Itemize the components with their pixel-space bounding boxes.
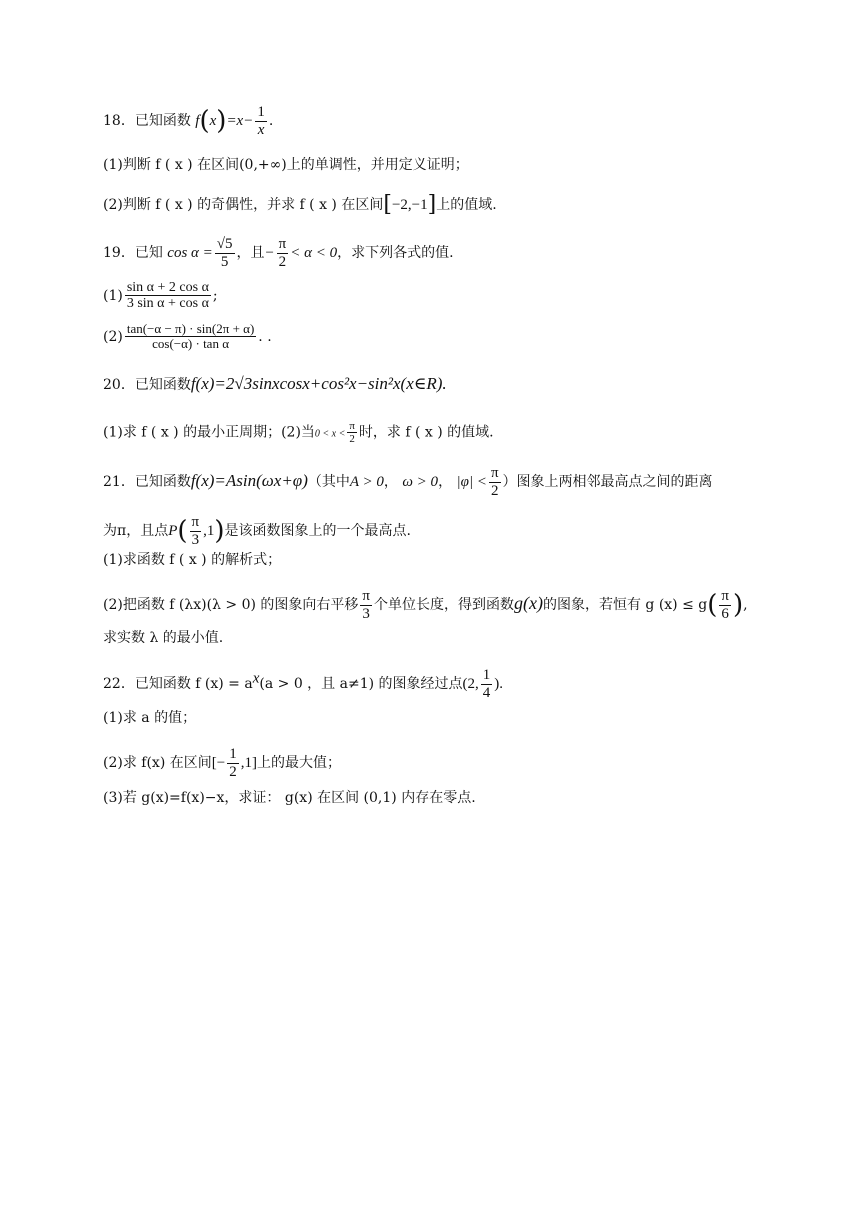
q18-fraction: $\frac{1}{x}$ (257, 104, 265, 138)
q19-sqrt5-fraction: $\frac{√5}{5}$ (216, 236, 233, 270)
q18-part1: (1)判断 f ( x ) 在区间(0,+∞)上的单调性，并用定义证明； (103, 157, 469, 173)
q22-stem: 22．已知函数 f $(x) = a^x(a > 0$ ，且 a≠1) 的图象经过点(2, $\frac{1}{4}$ ). (103, 667, 504, 701)
q20-parts: (1)求 f ( x ) 的最小正周期；(2)当0 < x < $\frac{\pi}{2}$ 时，求 f ( x ) 的值域. (103, 420, 494, 446)
q21-stem: 21．已知函数f(x)=Asin(ωx+φ)（其中A > 0， ω > 0， |φ| < $\frac{\pi}{2}$ ）图象上两相邻最高点之间的距离 (103, 465, 713, 499)
q20-stem: 20．已知函数f(x)=2√3sinxcosx+cos²x−sin²x(x∈R). (103, 374, 447, 393)
q18-part2: (2)判断 f ( x ) 的奇偶性，并求 f ( x ) 在区间[−2,−1]上的值域. (103, 192, 497, 217)
q22-part3: (3)若 g(x)=f(x)−x，求证： g(x) 在区间 (0,1) 内存在零点. (103, 790, 476, 806)
q21-part2: (2)把函数 f (λx)(λ > 0) 的图象向右平移 $\frac{\pi}{3}$ 个单位长度，得到函数g(x)的图象，若恒有 g (x) ≤ g( $\frac{\pi}{6}$ ), (103, 588, 748, 622)
q22-part1: (1)求 a 的值； (103, 710, 197, 726)
q19-part2: (2) $\frac{\tan(-\alpha - \pi) \cdot \sin(2\pi + \alpha)}{\text{cos(−α) · tan α}}$ . . (103, 321, 272, 352)
q19-part1: (1) $\frac{\text{sin α + 2 cos α}}{\text{3 sin α + cos α}}$ ; (103, 280, 218, 312)
q22-part2: (2)求 f(x) 在区间[− $\frac{1}{2}$ ,1]上的最大值； (103, 746, 341, 780)
q21-stem-line2: 为π，且点P( $\frac{\pi}{3}$ ,1)是该函数图象上的一个最高点. (103, 514, 411, 548)
q21-part1: (1)求函数 f ( x ) 的解析式； (103, 552, 282, 568)
q21-part2-line2: 求实数 λ 的最小值. (103, 630, 224, 646)
q18-stem: 18．已知函数 f(x)=x− $\frac{1}{x}$ . (103, 104, 274, 138)
q19-stem: 19．已知 cos α = $\frac{√5}{5}$ ，且− $\frac{\pi}{2}$ < α < 0，求下列各式的值. (103, 236, 454, 270)
q18-f: f (195, 113, 200, 129)
